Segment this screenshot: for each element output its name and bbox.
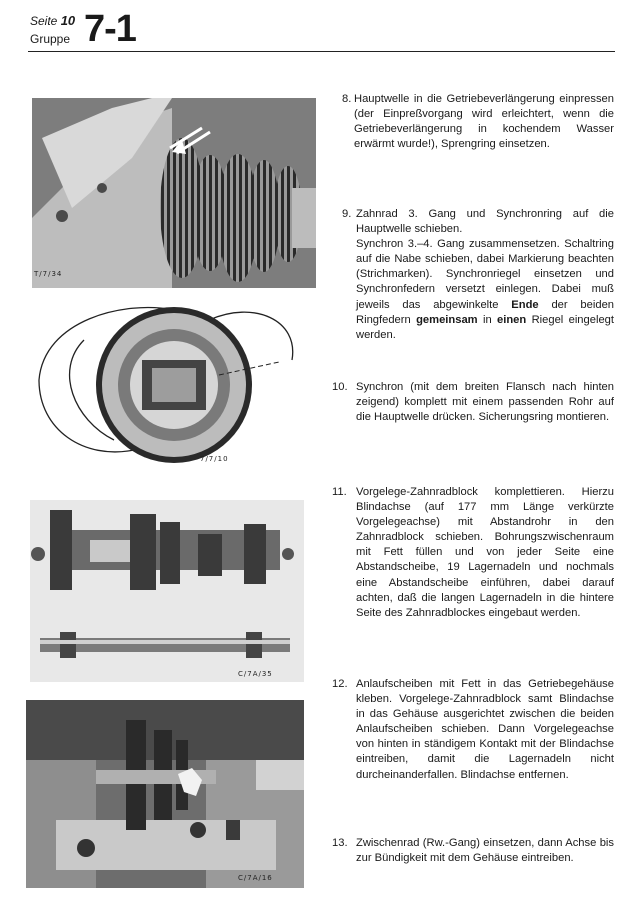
gear-assembly-photo [32,98,316,288]
step-text-part: Riegel eingelegt werden. [356,313,615,341]
step-text: Synchron (mit dem breiten Flansch nach hinten zeigend) komplett mit einem passenden Rohr auf die Hauptwelle drücken. Sicherungsring montieren. [356,381,614,424]
instruction-step [332,485,614,621]
figure-caption: C/7A/35 [238,670,273,678]
step-text-part: in [482,313,492,326]
step-text: Anlaufscheiben mit Fett in das Getriebegehäuse kleben. Vorgelege-Zahnradblock samt Blindachse in das Gehäuse ausgerichtet zwischen die beiden Anlaufscheiben schieben. Dann Vorgelegeachse von hinten in ständigem Kontakt mit der Blindachse eintreiben, damit die Lagernadeln nicht durcheinanderfallen. Blindachse entfernen. [356,678,614,781]
figure-caption: 7/7/10 [200,455,229,463]
seite-label: Seite [30,14,58,28]
emphasis-text: einen [497,313,527,326]
seite-number: 10 [60,13,76,28]
figure-caption: T/7/34 [34,270,63,278]
step-number: 11. [332,486,347,498]
step-text: Vorgelege-Zahnradblock komplettieren. Hierzu Blindachse (auf 177 mm Länge verkürzte Vorgelegeachse) mit Abstandrohr in den Zahnradblock schieben. Bohrungszwischenraum mit Fett füllen und von jeder Seite eine Abstandscheibe, 19 Lagernadeln und nochmals eine Abstandscheibe einführen, dabei darauf achten, daß die langen Lagernadeln in die hintere Seite des Zahnradblockes eingebaut werden. [356,486,614,619]
gruppe-number: 7-1 [84,8,136,50]
header-rule [28,51,615,52]
instruction-step [332,677,614,783]
gruppe-label: Gruppe [30,32,71,46]
figure-caption: C/7A/16 [238,874,273,882]
emphasis-text: gemeinsam [416,313,478,326]
step-text: Zwischenrad (Rw.-Gang) einsetzen, dann Achse bis zur Bündigkeit mit dem Gehäuse eintreiben. [356,837,614,865]
instruction-step [332,380,614,425]
step-number: 9. [342,208,352,220]
step-number: 8. [342,93,352,105]
step-text: Zahnrad 3. Gang und Synchronring auf die Hauptwelle schieben. [356,208,614,236]
step-number: 13. [332,837,348,849]
instruction-step [342,92,614,152]
instruction-step [342,207,614,343]
step-text-part: der beiden Ringfedern [356,298,615,326]
gearbox-housing-photo [26,700,304,888]
step-text: Hauptwelle in die Getriebeverlängerung einpressen (der Einpreßvorgang wird erleichtert, wenn die Getriebeverlängerung in kochendem Wasser erwärmt wurde!), Sprengring einsetzen. [354,93,614,151]
page-header [28,8,618,52]
synchronizer-photo [24,300,324,470]
countershaft-gear-block-photo [30,500,304,682]
emphasis-text: Ende [511,298,539,311]
page-number-label [30,13,75,28]
step-text [356,237,614,343]
instruction-step [332,836,614,866]
step-number: 12. [332,678,348,690]
step-number: 10. [332,381,348,393]
step-text-part: Synchron 3.–4. Gang zusammensetzen. Schaltring auf die Nabe schieben, dabei Markierung beachten (Strichmarken). Synchronriegel einsetzen und Synchronfedern versetzt einlegen. Dabei muß jeweils das abgewinkelte [356,238,614,311]
